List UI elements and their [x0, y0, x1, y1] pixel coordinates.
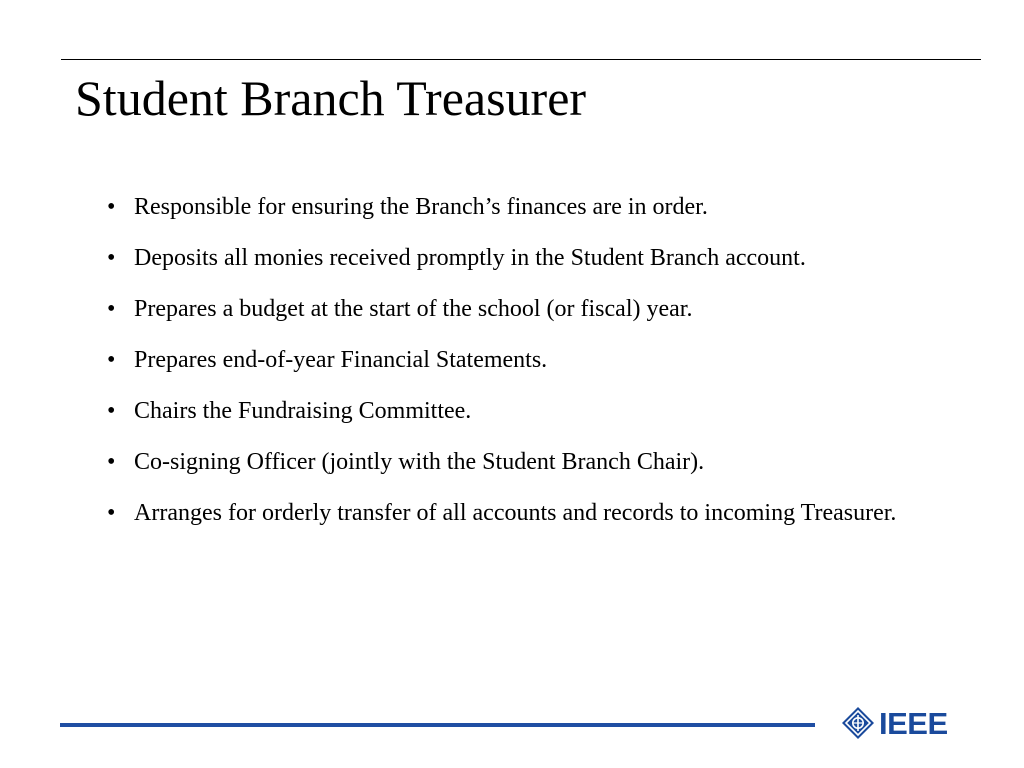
bullet-item: • Chairs the Fundraising Committee.: [105, 394, 945, 428]
ieee-logo: [841, 702, 965, 744]
title-divider: [61, 59, 981, 60]
bullet-item: • Prepares end-of-year Financial Statements.: [105, 343, 945, 377]
ieee-diamond-icon: [841, 706, 875, 740]
footer-rule: [60, 723, 815, 727]
bullet-item: • Responsible for ensuring the Branch’s finances are in order.: [105, 190, 945, 224]
slide-title: Student Branch Treasurer: [75, 70, 587, 126]
bullet-item: • Co-signing Officer (jointly with the Student Branch Chair).: [105, 445, 945, 479]
bullet-item: • Prepares a budget at the start of the school (or fiscal) year.: [105, 292, 945, 326]
bullet-item: • Deposits all monies received promptly in the Student Branch account.: [105, 241, 945, 275]
ieee-wordmark: IEEE: [879, 705, 948, 741]
bullet-item: • Arranges for orderly transfer of all accounts and records to incoming Treasurer.: [105, 496, 945, 530]
bullet-list: [105, 190, 945, 547]
